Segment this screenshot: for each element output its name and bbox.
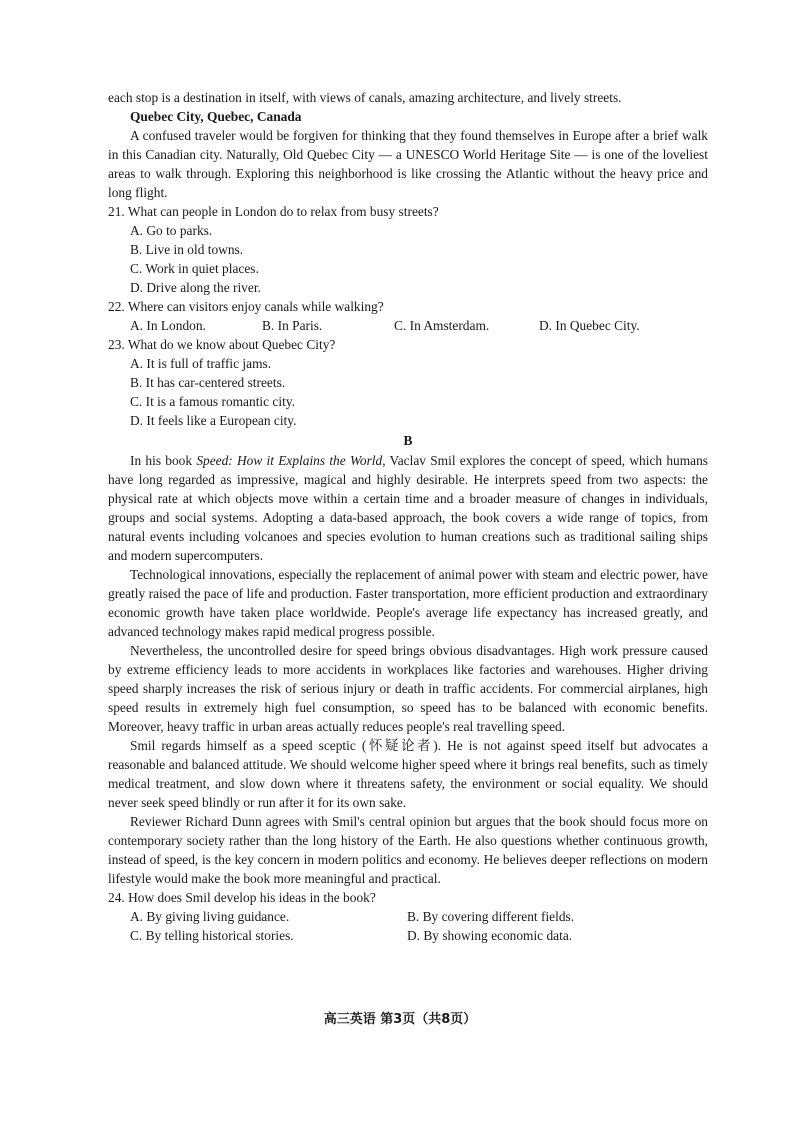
passage-paragraph-3: Nevertheless, the uncontrolled desire for speed brings obvious disadvantages. High work pressure caused by extreme efficiency leads to more accidents in workplaces like factories and warehouses. Higher driving speed sharply increases the risk of serious injury or death in traffic accidents. For commercial airplanes, high speed results in extremely high fuel consumption, so speed has to be balanced with economic benefits. Moreover, heavy traffic in urban areas actually reduces people's real travelling speed. (108, 643, 708, 734)
question-22 (108, 297, 708, 335)
option-b: B. In Paris. (262, 318, 323, 333)
option-c: C. In Amsterdam. (394, 318, 490, 333)
passage-paragraph-5: Reviewer Richard Dunn agrees with Smil's central opinion but argues that the book should focus more on contemporary society rather than the long history of the Earth. He also questions whether continuous growth, instead of speed, is the key concern in modern politics and economy. He believes deeper reflections on modern lifestyle would make the book more meaningful and practical. (108, 814, 708, 886)
option-c: C. It is a famous romantic city. (130, 394, 295, 409)
option-b: B. Live in old towns. (130, 242, 244, 257)
section-b-title: B (403, 433, 413, 448)
option-a: A. By giving living guidance. (130, 909, 290, 924)
book-title: Speed: How it Explains the World (196, 453, 383, 468)
option-c: C. By telling historical stories. (130, 928, 294, 943)
option-a: A. Go to parks. (130, 223, 213, 238)
option-c: C. Work in quiet places. (130, 261, 259, 276)
question-stem: 24. How does Smil develop his ideas in the book? (108, 890, 376, 905)
quebec-heading: Quebec City, Quebec, Canada (130, 109, 302, 124)
p1-lead: In his book (130, 453, 197, 468)
options-row (130, 926, 708, 945)
option-d: D. By showing economic data. (407, 928, 573, 943)
intro-tail-text: each stop is a destination in itself, with views of canals, amazing architecture, and lively streets. (108, 90, 622, 105)
passage-paragraph-4: Smil regards himself as a speed sceptic (怀疑论者). He is not against speed itself but advocates a reasonable and balanced attitude. We should welcome higher speed where it brings real benefits, such as timely medical treatment, and slow down where it threatens safety, the environment or social equality. We should never seek speed blindly or run after it for its own sake. (108, 738, 708, 810)
page-footer: 高三英语 第3页（共8页） (323, 1012, 477, 1027)
option-a: A. In London. (130, 318, 206, 333)
question-21 (108, 202, 708, 297)
options-row (130, 907, 708, 926)
options-row (130, 316, 708, 335)
question-23 (108, 335, 708, 430)
option-d: D. It feels like a European city. (130, 413, 297, 428)
option-b: B. By covering different fields. (407, 909, 575, 924)
question-stem: 21. What can people in London do to relax from busy streets? (108, 204, 439, 219)
passage-paragraph-2: Technological innovations, especially the replacement of animal power with steam and electric power, have greatly raised the pace of life and production. Faster transportation, more efficient production and extraordinary economic growth have taken place worldwide. People's average life expectancy has increased greatly, and advanced technology makes rapid medical progress possible. (108, 567, 708, 639)
p1-body: , Vaclav Smil explores the concept of speed, which humans have long regarded as impressive, magical and highly desirable. He interprets speed from two aspects: the physical rate at which objects move within a certain time and a broader measure of changes in individuals, groups and social systems. Adopting a data-based approach, the book covers a wide range of topics, from natural events including volcanoes and species evolution to human creations such as traditional sailing ships and modern supercomputers. (108, 453, 709, 563)
question-stem: 22. Where can visitors enjoy canals while walking? (108, 299, 384, 314)
exam-page (108, 88, 708, 945)
passage-paragraph-1 (108, 451, 708, 565)
question-stem: 23. What do we know about Quebec City? (108, 337, 336, 352)
question-24 (108, 888, 708, 945)
option-d: D. In Quebec City. (539, 318, 640, 333)
quebec-paragraph: A confused traveler would be forgiven for thinking that they found themselves in Europe after a brief walk in this Canadian city. Naturally, Old Quebec City — a UNESCO World Heritage Site — is one of the loveliest areas to walk through. Exploring this neighborhood is like crossing the Atlantic without the heavy price and long flight. (108, 128, 708, 200)
option-d: D. Drive along the river. (130, 280, 261, 295)
option-b: B. It has car-centered streets. (130, 375, 286, 390)
option-a: A. It is full of traffic jams. (130, 356, 272, 371)
